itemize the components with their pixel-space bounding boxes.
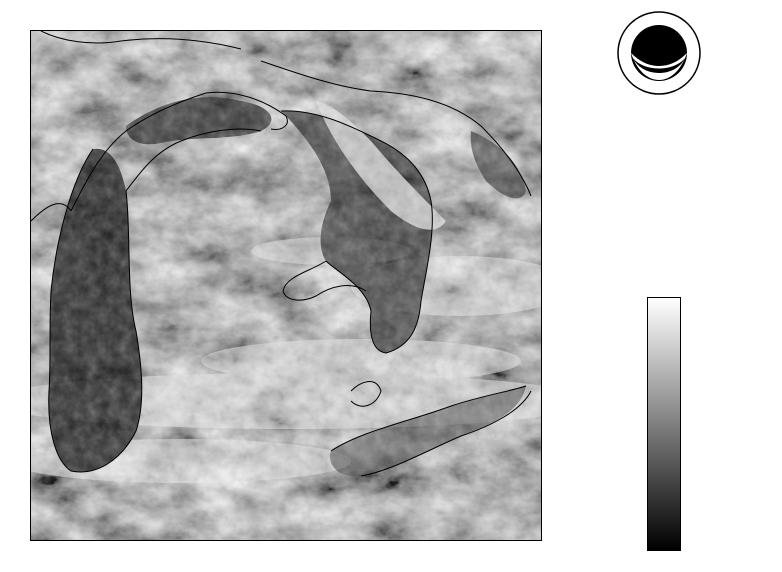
satellite-image: [31, 31, 542, 541]
reflectance-colorbar: [647, 297, 681, 551]
noaa-logo: [616, 10, 702, 110]
noaa-seal-icon: [616, 10, 702, 96]
satellite-map: [30, 30, 542, 541]
